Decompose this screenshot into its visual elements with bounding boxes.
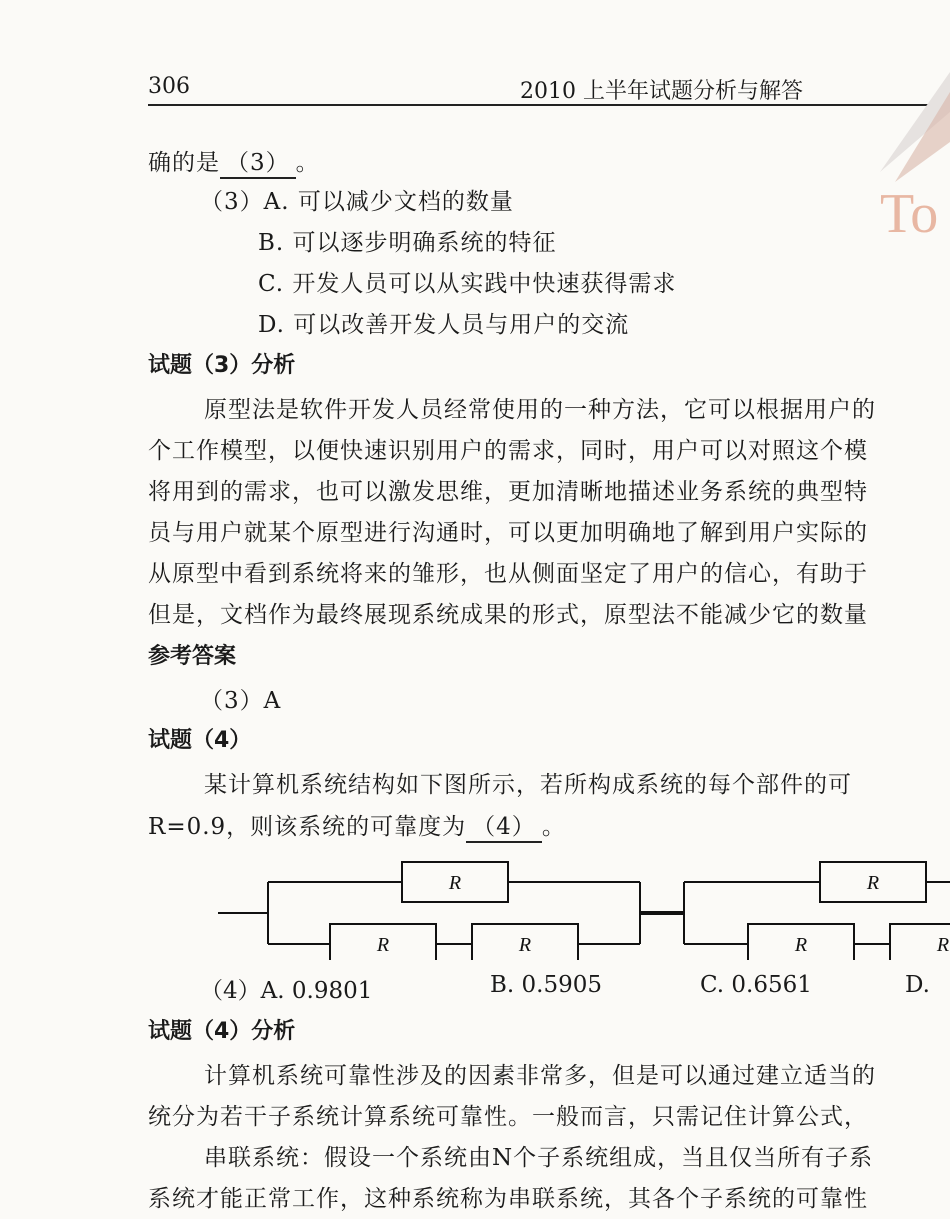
reliability-diagram (210, 850, 950, 960)
analysis4-heading: 试题（4）分析 (148, 1019, 296, 1044)
q4-line2: R=0.9，则该系统的可靠度为 （4） 。 (148, 808, 566, 843)
analysis3-line: 员与用户就某个原型进行沟通时，可以更加明确地了解到用户实际的 (148, 520, 868, 546)
analysis3-line: 从原型中看到系统将来的雏形，也从侧面坚定了用户的信心，有助于 (148, 561, 868, 587)
running-title: 2010 上半年试题分析与解答 (520, 79, 803, 104)
q4-blank: （4） (466, 808, 542, 843)
block-label: R (936, 934, 950, 956)
q3-option-c: C. 开发人员可以从实践中快速获得需求 (258, 271, 677, 297)
analysis3-line: 原型法是软件开发人员经常使用的一种方法，它可以根据用户的 (204, 397, 876, 423)
answer3-text: （3）A (200, 688, 282, 714)
analysis4-line: 串联系统：假设一个系统由N个子系统组成，当且仅当所有子系 (204, 1145, 874, 1171)
block-label: R (866, 872, 880, 894)
q4-heading: 试题（4） (148, 728, 252, 753)
block-label: R (794, 934, 808, 956)
header-rule (148, 104, 950, 106)
watermark-logo (870, 72, 950, 252)
answer3-heading: 参考答案 (148, 644, 237, 669)
q4-line1: 某计算机系统结构如下图所示，若所构成系统的每个部件的可 (204, 772, 852, 798)
analysis4-line: 统分为若干子系统计算系统可靠性。一般而言，只需记住计算公式， (148, 1104, 868, 1130)
watermark-text: To (880, 183, 939, 245)
analysis4-line: 系统才能正常工作，这种系统称为串联系统，其各个子系统的可靠性 (148, 1186, 868, 1212)
q3-blank: （3） (220, 144, 296, 179)
block-label: R (448, 872, 462, 894)
analysis4-line: 计算机系统可靠性涉及的因素非常多，但是可以通过建立适当的 (204, 1063, 876, 1089)
q3-option-a: （3）A. 可以减少文档的数量 (200, 189, 514, 215)
analysis3-line: 但是，文档作为最终展现系统成果的形式，原型法不能减少它的数量 (148, 602, 868, 628)
q4-option-c: C. 0.6561 (700, 972, 812, 998)
block-label: R (518, 934, 532, 956)
analysis3-line: 将用到的需求，也可以激发思维，更加清晰地描述业务系统的典型特 (148, 479, 868, 505)
page-number: 306 (148, 74, 190, 99)
q3-option-d: D. 可以改善开发人员与用户的交流 (258, 312, 630, 338)
block-label: R (376, 934, 390, 956)
q3-stem: 确的是 （3） 。 (148, 144, 320, 179)
q4-option-b: B. 0.5905 (490, 972, 603, 998)
q4-option-d: D. (905, 972, 930, 998)
q3-option-b: B. 可以逐步明确系统的特征 (258, 230, 557, 256)
q4-option-a: （4）A. 0.9801 (200, 978, 373, 1004)
analysis3-line: 个工作模型，以便快速识别用户的需求，同时，用户可以对照这个模 (148, 438, 868, 464)
analysis3-heading: 试题（3）分析 (148, 353, 296, 378)
